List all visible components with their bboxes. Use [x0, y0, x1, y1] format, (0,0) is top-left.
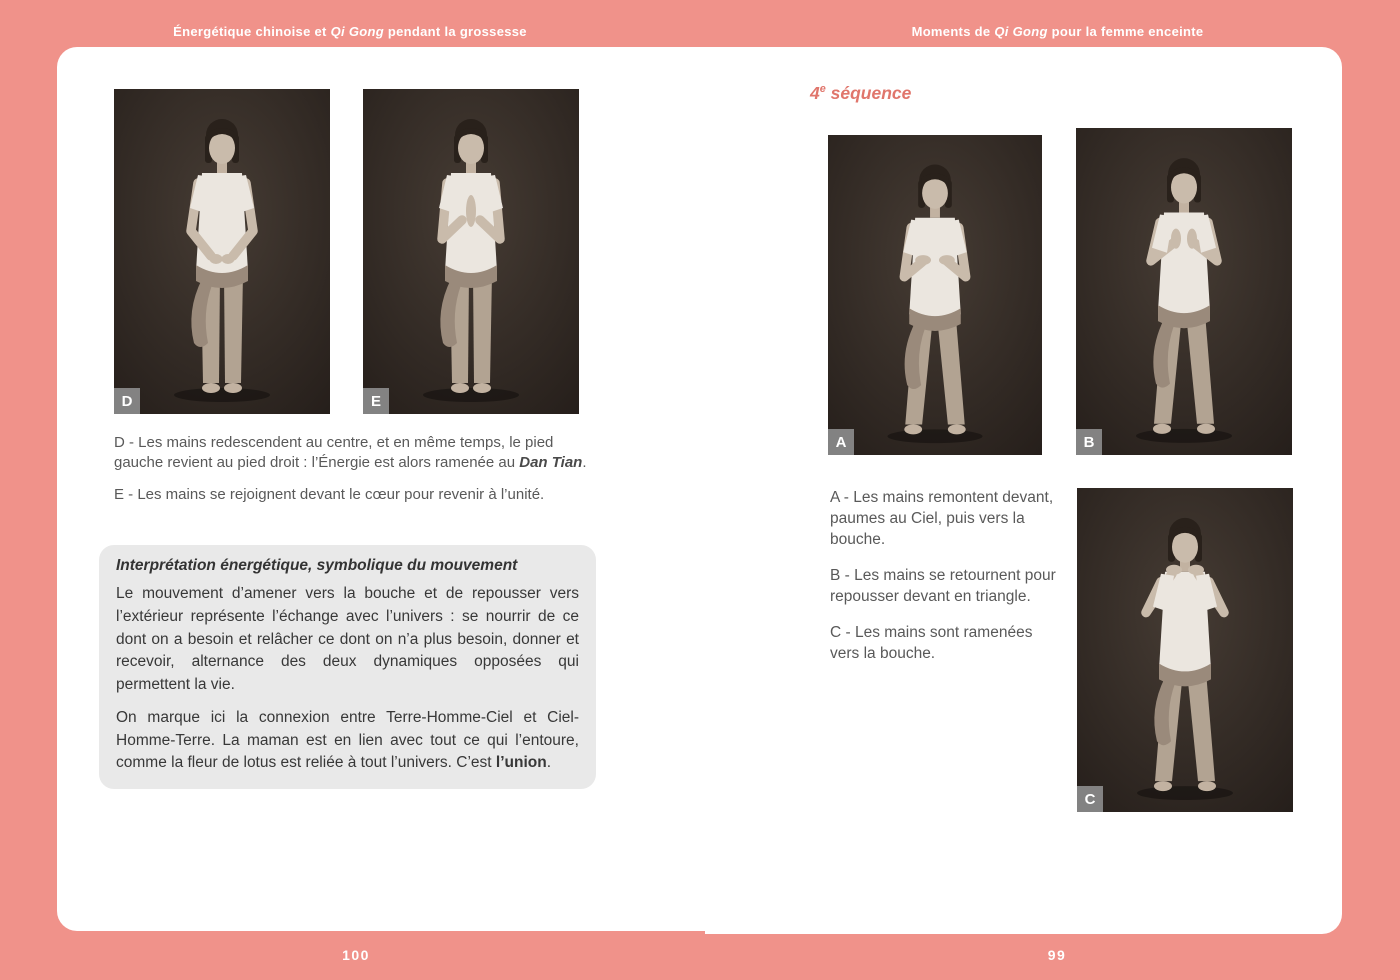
running-head-right-italic: Qi Gong	[994, 24, 1048, 39]
section-title-ordinal: e	[819, 83, 826, 96]
captions-left	[114, 433, 600, 517]
photo-label-c: C	[1077, 786, 1103, 812]
info-box-paragraph-1-text: Le mouvement d’amener vers la bouche et de repousser vers l’extérieur représente l’échange avec l’univers : se nourrir de ce dont on a besoin et relâcher ce dont on n’a plus besoin, donner et recevoir, alternance des deux dynamiques opposées qui permettent la vie.	[116, 585, 579, 694]
photo-pose-c	[1077, 488, 1293, 812]
caption-d-term: Dan Tian	[519, 453, 583, 471]
caption-b	[830, 565, 1064, 607]
qigong-pose-d-illustration	[114, 89, 330, 414]
photo-pose-b	[1076, 128, 1292, 455]
photo-pose-e	[363, 89, 579, 414]
caption-a	[830, 487, 1064, 550]
running-head-left-italic: Qi Gong	[330, 24, 384, 39]
photo-label-e: E	[363, 388, 389, 414]
qigong-pose-b-illustration	[1076, 128, 1292, 455]
running-head-left-pre: Énergétique chinoise et	[173, 24, 331, 39]
captions-right	[830, 487, 1064, 680]
photo-label-a: A	[828, 429, 854, 455]
caption-e-text: E - Les mains se rejoignent devant le cœur pour revenir à l’unité.	[114, 485, 545, 503]
caption-a-text: A - Les mains remontent devant, paumes au Ciel, puis vers la bouche.	[830, 489, 1054, 549]
info-box-paragraph-1	[116, 583, 579, 697]
qigong-pose-c-illustration	[1077, 488, 1293, 812]
section-title	[810, 83, 911, 104]
page-number-right: 99	[1047, 947, 1067, 963]
info-box	[99, 545, 596, 789]
section-title-number: 4	[810, 83, 820, 103]
caption-c	[830, 622, 1064, 664]
section-title-text: séquence	[825, 83, 912, 103]
qigong-pose-e-illustration	[363, 89, 579, 414]
info-box-paragraph-2	[116, 707, 579, 775]
caption-e	[114, 485, 600, 505]
info-box-paragraph-2-tail: .	[546, 754, 552, 772]
caption-c-text: C - Les mains sont ramenées vers la bouche.	[830, 624, 1033, 663]
page-right	[705, 47, 1342, 934]
running-head-right-pre: Moments de	[911, 24, 995, 39]
running-head-right-post: pour la femme enceinte	[1047, 24, 1204, 39]
running-head-left-post: pendant la grossesse	[383, 24, 527, 39]
page-left	[57, 47, 705, 931]
page-number-left: 100	[342, 947, 370, 963]
photo-label-d: D	[114, 388, 140, 414]
info-box-paragraph-2-text: On marque ici la connexion entre Terre-Homme-Ciel et Ciel-Homme-Terre. La maman est en lien avec tout ce qui l’entoure, comme la fleur de lotus est reliée à tout l’univers. C’est	[116, 708, 579, 772]
info-box-title: Interprétation énergétique, symbolique du mouvement	[116, 557, 518, 574]
running-head-left	[150, 24, 550, 39]
caption-d-text: D - Les mains redescendent au centre, et en même temps, le pied gauche revient au pied droit : l’Énergie est alors ramenée au	[114, 434, 554, 471]
photo-pose-d	[114, 89, 330, 414]
caption-d	[114, 433, 600, 473]
photo-pose-a	[828, 135, 1042, 455]
photo-label-b: B	[1076, 429, 1102, 455]
caption-d-tail: .	[582, 453, 587, 471]
caption-b-text: B - Les mains se retournent pour repousser devant en triangle.	[830, 567, 1056, 606]
info-box-paragraph-2-bold: l’union	[495, 754, 547, 772]
running-head-right	[880, 24, 1235, 39]
qigong-pose-a-illustration	[828, 135, 1042, 455]
